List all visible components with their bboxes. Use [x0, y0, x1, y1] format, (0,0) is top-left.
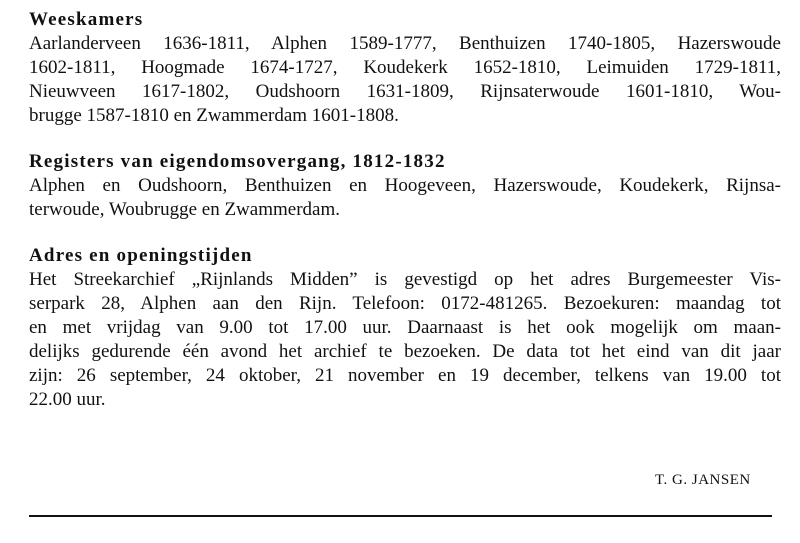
- body-line: brugge 1587-1810 en Zwammerdam 1601-1808.: [29, 105, 399, 126]
- section-heading: Registers van eigendomsovergang, 1812-1832: [29, 151, 446, 172]
- section-registers: [29, 150, 781, 222]
- body-line: Nieuwveen 1617-1802, Oudshoorn 1631-1809, Rijnsaterwoude 1601-1810, Wou-: [29, 81, 781, 102]
- bottom-rule: [29, 515, 772, 517]
- body-line: Het Streekarchief „Rijnlands Midden” is gevestigd op het adres Burgemeester Vis-: [29, 269, 781, 290]
- body-line: 22.00 uur.: [29, 389, 106, 410]
- document-body: [29, 8, 781, 412]
- body-line: 1602-1811, Hoogmade 1674-1727, Koudekerk 1652-1810, Leimuiden 1729-1811,: [29, 57, 781, 78]
- body-line: Alphen en Oudshoorn, Benthuizen en Hoogeveen, Hazerswoude, Koudekerk, Rijnsa-: [29, 175, 781, 196]
- section-heading: Adres en openingstijden: [29, 245, 253, 266]
- body-line: delijks gedurende één avond het archief te bezoeken. De data tot het eind van dit jaar: [29, 341, 781, 362]
- body-line: zijn: 26 september, 24 oktober, 21 november en 19 december, telkens van 19.00 tot: [29, 365, 781, 386]
- body-line: serpark 28, Alphen aan den Rijn. Telefoon: 0172-481265. Bezoekuren: maandag tot: [29, 293, 781, 314]
- author-signature: T. G. JANSEN: [655, 472, 751, 488]
- body-line: en met vrijdag van 9.00 tot 17.00 uur. Daarnaast is het ook mogelijk om maan-: [29, 317, 781, 338]
- section-weeskamers: [29, 8, 781, 128]
- body-line: terwoude, Woubrugge en Zwammerdam.: [29, 199, 340, 220]
- section-heading: Weeskamers: [29, 9, 144, 30]
- body-line: Aarlanderveen 1636-1811, Alphen 1589-1777, Benthuizen 1740-1805, Hazerswoude: [29, 33, 781, 54]
- section-adres: [29, 244, 781, 412]
